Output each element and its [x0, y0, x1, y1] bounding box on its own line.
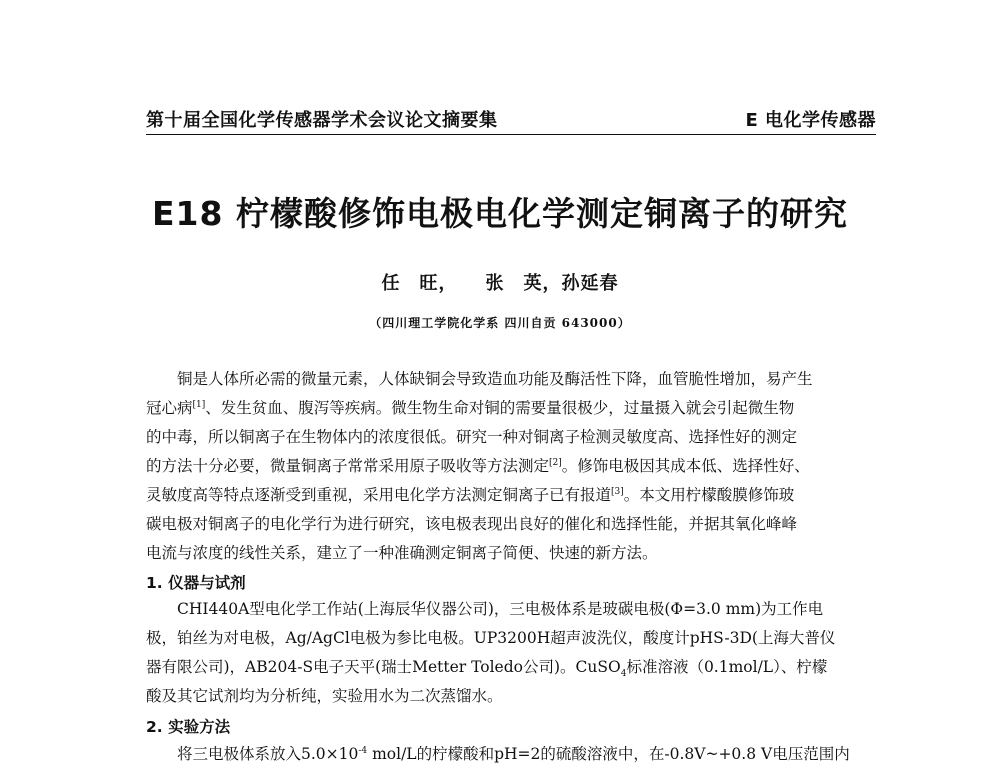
methods-paragraph [146, 740, 878, 769]
section-heading-instruments: 1. 仪器与试剂 [146, 574, 246, 592]
citation-ref: [1] [192, 399, 206, 410]
author-list [0, 269, 1000, 295]
author-1: 任 旺， [381, 273, 458, 294]
running-header [146, 104, 876, 135]
instruments-paragraph [146, 595, 878, 711]
intro-line: 的方法十分必要，微量铜离子常常采用原子吸收等方法测定[2]。修饰电极因其成本低、选择性好、 [146, 457, 810, 475]
intro-line: 的中毒，所以铜离子在生物体内的浓度很低。研究一种对铜离子检测灵敏度高、选择性好的测定 [146, 428, 798, 446]
affiliation: （四川理工学院化学系 四川自贡 643000） [369, 316, 631, 330]
instruments-line: 器有限公司)，AB204-S电子天平(瑞士Metter Toledo公司)。CuSO$_4$标准溶液（0.1mol/L）、柠檬 [146, 658, 828, 680]
intro-line: 碳电极对铜离子的电化学行为进行研究，该电极表现出良好的催化和选择性能，并据其氧化峰峰 [146, 515, 798, 533]
intro-line: 铜是人体所必需的微量元素，人体缺铜会导致造血功能及酶活性下降，血管脆性增加，易产生 [177, 370, 813, 388]
author-2: 张 英， [485, 273, 562, 294]
proceedings-title: 第十届全国化学传感器学术会议论文摘要集 [146, 110, 498, 131]
instruments-line: 极，铂丝为对电极，Ag/AgCl电极为参比电极。UP3200H超声波洗仪，酸度计pHS-3D(上海大普仪 [146, 629, 836, 647]
section-label: E 电化学传感器 [745, 110, 876, 131]
instruments-line: CHI440A型电化学工作站(上海辰华仪器公司)，三电极体系是玻碳电极(Φ=3.0 mm)为工作电 [177, 600, 824, 618]
methods-line: 将三电极体系放入$5.0\times 10^{-4}$ mol/L的柠檬酸和pH=2的硫酸溶液中，在-0.8V~+0.8 V电压范围内 [177, 745, 850, 763]
intro-line: 冠心病[1]、发生贫血、腹泻等疾病。微生物生命对铜的需要量很极少，过量摄入就会引起微生物 [146, 399, 795, 417]
author-3: 孙延春 [561, 273, 619, 294]
citation-ref: [3] [611, 486, 624, 497]
intro-paragraph [146, 365, 878, 568]
paper-title: E18 柠檬酸修饰电极电化学测定铜离子的研究 [152, 194, 848, 233]
intro-line: 电流与浓度的线性关系，建立了一种准确测定铜离子简便、快速的新方法。 [146, 544, 658, 562]
citation-ref: [2] [549, 457, 562, 468]
intro-line: 灵敏度高等特点逐渐受到重视，采用电化学方法测定铜离子已有报道[3]。本文用柠檬酸膜修饰玻 [146, 486, 795, 504]
section-heading-methods: 2. 实验方法 [146, 718, 231, 736]
instruments-line: 酸及其它试剂均为分析纯，实验用水为二次蒸馏水。 [146, 687, 503, 705]
